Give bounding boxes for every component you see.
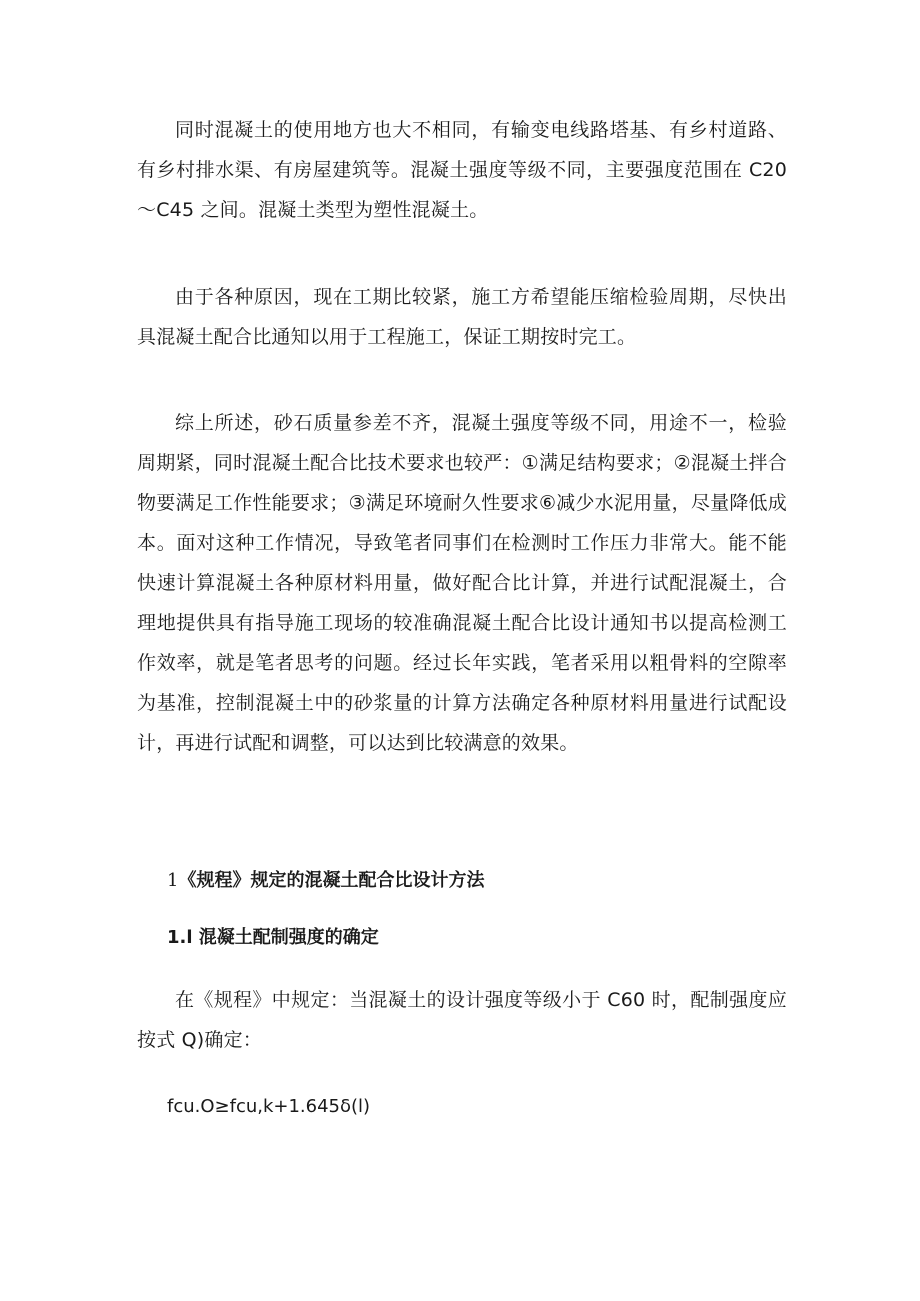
- paragraph-schedule: 由于各种原因，现在工期比较紧，施工方希望能压缩检验周期，尽快出具混凝土配合比通知以用于工程施工，保证工期按时完工。: [137, 286, 787, 348]
- formula: fcu.O≥fcu,k+1.645δ(l): [167, 1096, 371, 1117]
- section-number: 1: [167, 870, 179, 891]
- section-title: 《规程》规定的混凝土配合比设计方法: [178, 870, 485, 891]
- section-heading: [167, 866, 484, 896]
- paragraph-usage: 同时混凝土的使用地方也大不相同，有输变电线路塔基、有乡村道路、有乡村排水渠、有房屋建筑等。混凝土强度等级不同，主要强度范围在 C20～C45 之间。混凝土类型为塑性混凝土。: [137, 119, 787, 221]
- subsection-heading: 1.l 混凝土配制强度的确定: [167, 927, 379, 948]
- paragraph-rule: 在《规程》中规定：当混凝土的设计强度等级小于 C60 时，配制强度应按式 Q)确定：: [137, 989, 787, 1051]
- paragraph-summary: 综上所述，砂石质量参差不齐，混凝土强度等级不同，用途不一，检验周期紧，同时混凝土配合比技术要求也较严：①满足结构要求；②混凝土拌合物要满足工作性能要求；③满足环境耐久性要求⑥减少水泥用量，尽量降低成本。面对这种工作情况，导致笔者同事们在检测时工作压力非常大。能不能快速计算混凝土各种原材料用量，做好配合比计算，并进行试配混凝土，合理地提供具有指导施工现场的较准确混凝土配合比设计通知书以提高检测工作效率，就是笔者思考的问题。经过长年实践，笔者采用以粗骨料的空隙率为基准，控制混凝土中的砂浆量的计算方法确定各种原材料用量进行试配设计，再进行试配和调整，可以达到比较满意的效果。: [137, 412, 787, 754]
